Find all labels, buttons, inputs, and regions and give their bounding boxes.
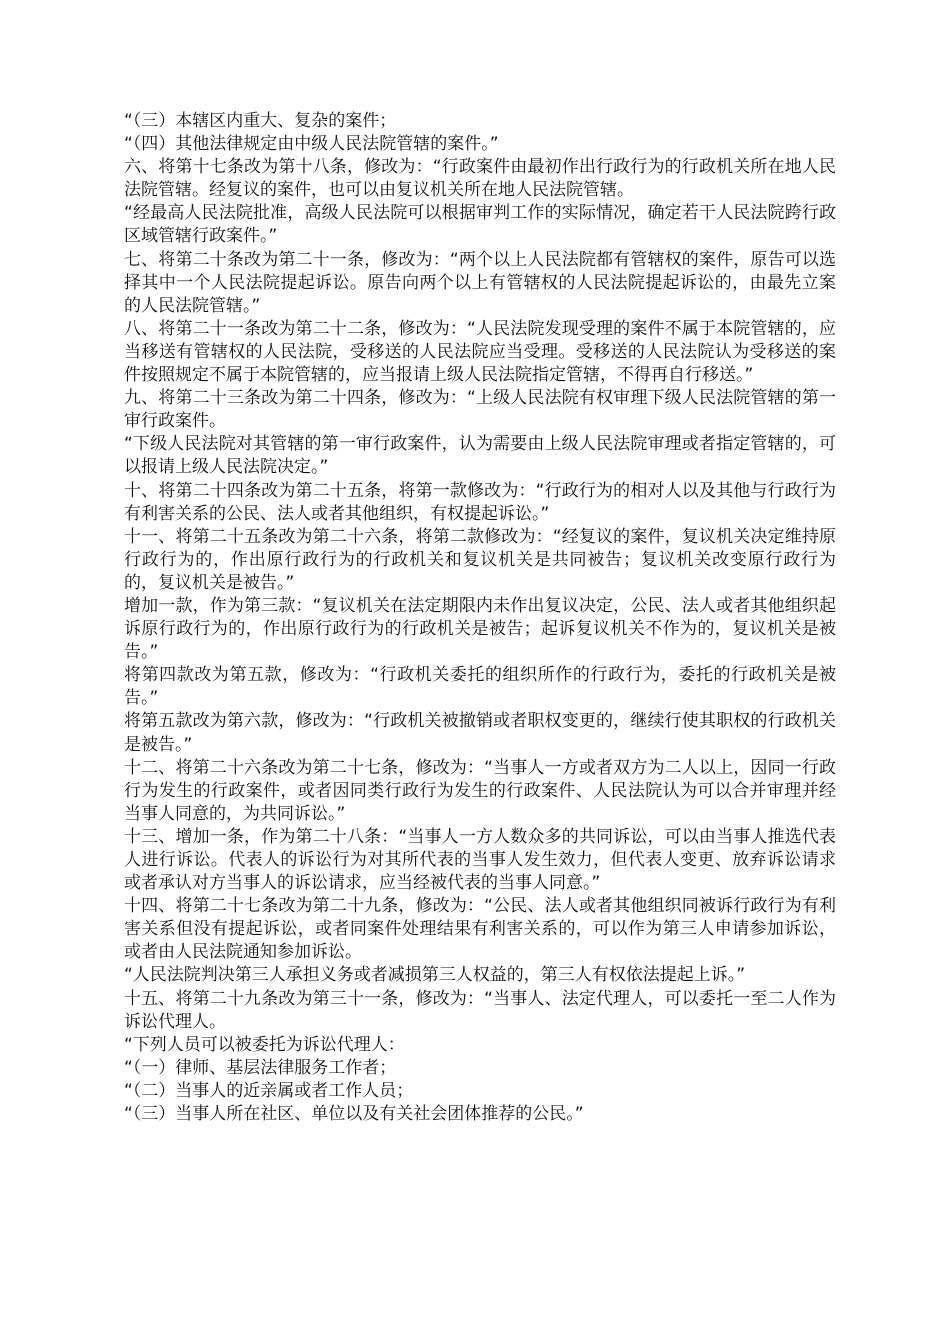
paragraph: “（三）当事人所在社区、单位以及有关社会团体推荐的公民。”	[124, 1104, 584, 1125]
document-body	[124, 110, 836, 1126]
paragraph: “下列人员可以被委托为诉讼代理人：	[124, 1034, 405, 1055]
paragraph: 十四、将第二十七条改为第二十九条，修改为：“公民、法人或者其他组织同被诉行政行为有利害关系但没有提起诉讼，或者同案件处理结果有利害关系的，可以作为第三人申请参加诉讼，或者由人民法院通知参加诉讼。	[124, 896, 836, 963]
paragraph: 十五、将第二十九条改为第三十一条，修改为：“当事人、法定代理人，可以委托一至二人作为诉讼代理人。	[124, 988, 836, 1032]
paragraph: “人民法院判决第三人承担义务或者减损第三人权益的，第三人有权依法提起上诉。”	[124, 965, 746, 986]
paragraph: “（二）当事人的近亲属或者工作人员；	[124, 1080, 414, 1101]
paragraph: 六、将第十七条改为第十八条，修改为：“行政案件由最初作出行政行为的行政机关所在地人民法院管辖。经复议的案件，也可以由复议机关所在地人民法院管辖。	[124, 157, 836, 201]
paragraph: “经最高人民法院批准，高级人民法院可以根据审判工作的实际情况，确定若干人民法院跨行政区域管辖行政案件。”	[124, 203, 836, 247]
paragraph: 十一、将第二十五条改为第二十六条，将第二款修改为：“经复议的案件，复议机关决定维持原行政行为的，作出原行政行为的行政机关和复议机关是共同被告；复议机关改变原行政行为的，复议机关是被告。”	[124, 526, 836, 593]
paragraph: 将第五款改为第六款，修改为：“行政机关被撤销或者职权变更的，继续行使其职权的行政机关是被告。”	[124, 711, 836, 755]
paragraph: “下级人民法院对其管辖的第一审行政案件，认为需要由上级人民法院审理或者指定管辖的，可以报请上级人民法院决定。”	[124, 434, 836, 478]
paragraph: 十三、增加一条，作为第二十八条：“当事人一方人数众多的共同诉讼，可以由当事人推选代表人进行诉讼。代表人的诉讼行为对其所代表的当事人发生效力，但代表人变更、放弃诉讼请求或者承认对方当事人的诉讼请求，应当经被代表的当事人同意。”	[124, 826, 836, 894]
paragraph: 增加一款，作为第三款：“复议机关在法定期限内未作出复议决定，公民、法人或者其他组织起诉原行政行为的，作出原行政行为的行政机关是被告；起诉复议机关不作为的，复议机关是被告。”	[124, 595, 836, 663]
paragraph: 十、将第二十四条改为第二十五条，将第一款修改为：“行政行为的相对人以及其他与行政行为有利害关系的公民、法人或者其他组织，有权提起诉讼。”	[124, 480, 836, 524]
paragraph: “（四）其他法律规定由中级人民法院管辖的案件。”	[124, 134, 499, 155]
paragraph: 八、将第二十一条改为第二十二条，修改为：“人民法院发现受理的案件不属于本院管辖的，应当移送有管辖权的人民法院，受移送的人民法院应当受理。受移送的人民法院认为受移送的案件按照规定不属于本院管辖的，应当报请上级人民法院指定管辖，不得再自行移送。”	[124, 318, 836, 386]
paragraph: 将第四款改为第五款，修改为：“行政机关委托的组织所作的行政行为，委托的行政机关是被告。”	[124, 665, 836, 709]
paragraph: “（三）本辖区内重大、复杂的案件；	[124, 111, 397, 131]
paragraph: 七、将第二十条改为第二十一条，修改为：“两个以上人民法院都有管辖权的案件，原告可以选择其中一个人民法院提起诉讼。原告向两个以上有管辖权的人民法院提起诉讼的，由最先立案的人民法院管辖。”	[124, 249, 836, 316]
paragraph: “（一）律师、基层法律服务工作者；	[124, 1057, 397, 1078]
paragraph: 九、将第二十三条改为第二十四条，修改为：“上级人民法院有权审理下级人民法院管辖的第一审行政案件。	[124, 388, 836, 432]
paragraph: 十二、将第二十六条改为第二十七条，修改为：“当事人一方或者双方为二人以上，因同一行政行为发生的行政案件，或者因同类行政行为发生的行政案件、人民法院认为可以合并审理并经当事人同意的，为共同诉讼。”	[124, 757, 836, 824]
